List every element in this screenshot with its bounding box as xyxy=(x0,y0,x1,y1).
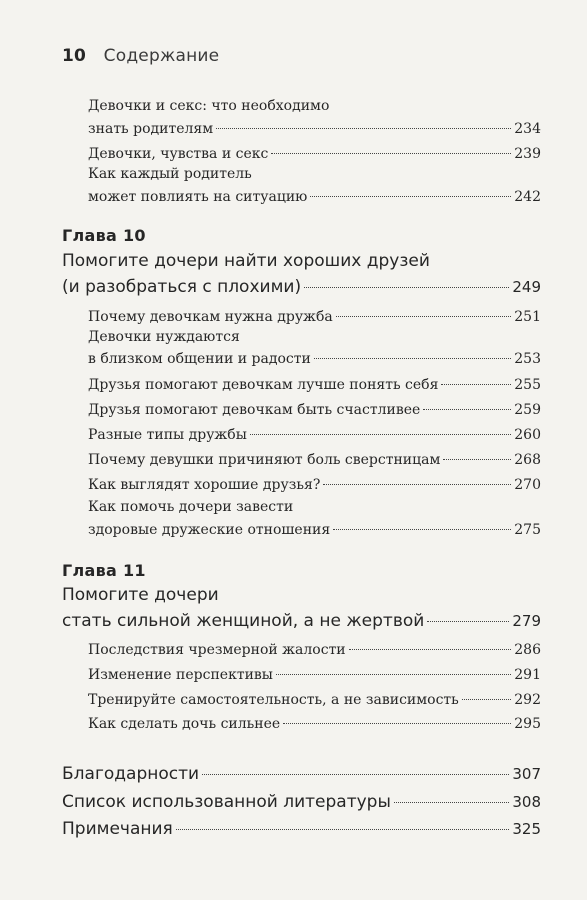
dot-leader xyxy=(333,529,511,530)
toc-page-number: 275 xyxy=(514,522,541,538)
toc-entry-title-line1: Как каждый родитель xyxy=(88,166,252,182)
toc-entry-title: Изменение перспективы xyxy=(88,667,273,683)
chapter-title-line1: Помогите дочери xyxy=(62,585,219,605)
chapter-label: Глава 10 xyxy=(62,226,146,245)
dot-leader xyxy=(427,621,509,622)
toc-entry-title: Почему девушки причиняют боль сверстницам xyxy=(88,452,441,468)
toc-entry-title-line1: Девочки нуждаются xyxy=(88,329,240,345)
dot-leader xyxy=(250,434,511,435)
toc-page-number: 242 xyxy=(514,189,541,205)
page-number: 10 xyxy=(62,46,87,66)
page-header xyxy=(62,46,219,66)
toc-page-number: 270 xyxy=(514,477,541,493)
toc-page-number: 307 xyxy=(512,765,541,783)
toc-entry-title-line2: здоровые дружеские отношения xyxy=(88,522,331,538)
toc-page-number: 292 xyxy=(514,692,541,708)
toc-page-number: 291 xyxy=(514,667,541,683)
toc-page-number: 234 xyxy=(514,121,541,137)
toc-entry-title: Последствия чрезмерной жалости xyxy=(88,642,346,658)
toc-entry-title: Почему девочкам нужна дружба xyxy=(88,309,333,325)
toc-entry-title-line2: может повлиять на ситуацию xyxy=(88,189,308,205)
toc-entry-title-line1: Как помочь дочери завести xyxy=(88,499,294,515)
chapter-label: Глава 11 xyxy=(62,561,146,580)
toc-page-number: 259 xyxy=(514,402,541,418)
dot-leader xyxy=(283,723,511,724)
dot-leader xyxy=(323,484,511,485)
toc-page-number: 260 xyxy=(514,427,541,443)
dot-leader xyxy=(349,649,512,650)
toc-entry-title: Друзья помогают девочкам лучше понять себя xyxy=(88,377,439,393)
dot-leader xyxy=(271,153,511,154)
toc-page-number: 251 xyxy=(514,309,541,325)
chapter-title-line2: стать сильной женщиной, а не жертвой xyxy=(62,611,425,631)
chapter-title-line2: (и разобраться с плохими) xyxy=(62,277,302,297)
toc-entry-title: Друзья помогают девочкам быть счастливее xyxy=(88,402,421,418)
toc-page-number: 239 xyxy=(514,146,541,162)
dot-leader xyxy=(304,287,509,288)
dot-leader xyxy=(394,802,509,803)
toc-entry-title-line2: в близком общении и радости xyxy=(88,351,311,367)
dot-leader xyxy=(216,128,511,129)
toc-entry-title: Тренируйте самостоятельность, а не зависимость xyxy=(88,692,459,708)
toc-page-number: 249 xyxy=(512,278,541,296)
dot-leader xyxy=(462,699,511,700)
toc-entry-title: Список использованной литературы xyxy=(62,792,391,812)
dot-leader xyxy=(310,196,511,197)
dot-leader xyxy=(314,358,511,359)
page-title: Содержание xyxy=(103,46,220,66)
toc-entry-title: Как выглядят хорошие друзья? xyxy=(88,477,321,493)
dot-leader xyxy=(423,409,511,410)
toc-entry-title: Разные типы дружбы xyxy=(88,427,247,443)
toc-entry-title-line1: Девочки и секс: что необходимо xyxy=(88,98,330,114)
toc-page-number: 279 xyxy=(512,612,541,630)
chapter-title-line1: Помогите дочери найти хороших друзей xyxy=(62,251,430,271)
dot-leader xyxy=(202,774,509,775)
toc-page-number: 325 xyxy=(512,820,541,838)
toc-entry-title: Девочки, чувства и секс xyxy=(88,146,269,162)
dot-leader xyxy=(176,829,510,830)
dot-leader xyxy=(336,316,512,317)
toc-page-number: 255 xyxy=(514,377,541,393)
dot-leader xyxy=(276,674,511,675)
dot-leader xyxy=(441,384,511,385)
toc-page-number: 295 xyxy=(514,716,541,732)
toc-page-number: 286 xyxy=(514,642,541,658)
toc-page-number: 268 xyxy=(514,452,541,468)
toc-entry-title: Благодарности xyxy=(62,764,200,784)
toc-entry-title-line2: знать родителям xyxy=(88,121,214,137)
dot-leader xyxy=(443,459,511,460)
toc-page-number: 253 xyxy=(514,351,541,367)
toc-page-number: 308 xyxy=(512,793,541,811)
toc-entry-title: Как сделать дочь сильнее xyxy=(88,716,281,732)
toc-entry-title: Примечания xyxy=(62,819,173,839)
